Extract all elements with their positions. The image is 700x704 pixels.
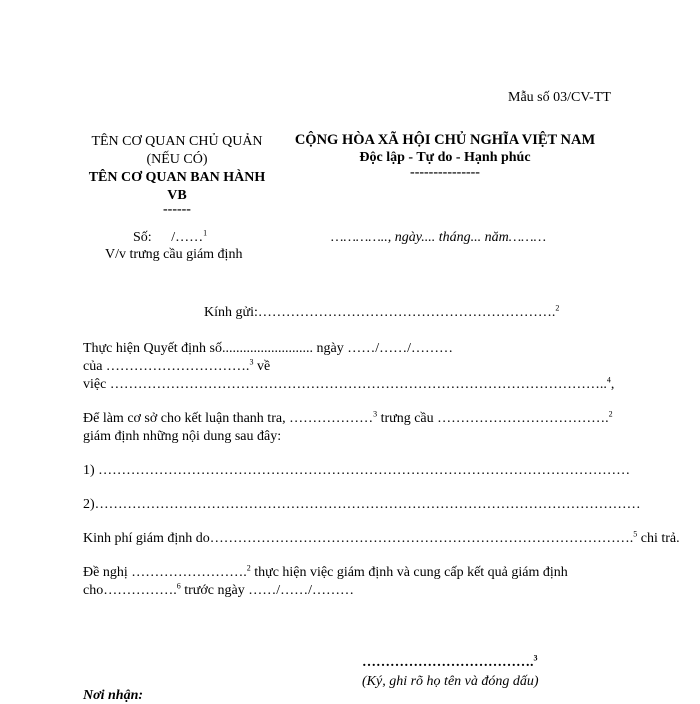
document-number (133, 230, 207, 246)
agency-header (72, 133, 282, 215)
form-code: Mẫu số 03/CV-TT (508, 90, 611, 105)
signature-note: 3 (533, 653, 538, 663)
parent-agency-note: (NẾU CÓ) (146, 152, 208, 167)
basis-line (83, 411, 613, 427)
funding-tail: chi trả. (637, 531, 680, 546)
document-subject: V/v trưng cầu giám định (105, 247, 243, 262)
recipient-note: 2 (555, 303, 560, 313)
basis-text: Để làm cơ sở cho kết luận thanh tra, ……………… (83, 411, 374, 426)
national-divider: --------------- (410, 165, 480, 180)
signature-caption: (Ký, ghi rõ họ tên và đóng dấu) (362, 674, 539, 689)
issuing-agency-line-2: VB (167, 188, 187, 203)
request-note: 2 (246, 563, 251, 573)
national-header (280, 131, 610, 179)
signature-line (362, 655, 538, 671)
basis-note-a: 3 (373, 409, 378, 419)
agency-divider: ------ (163, 202, 191, 217)
basis-note-b: 2 (608, 409, 613, 419)
basis-mid: trưng cầu ………………………………. (377, 411, 609, 426)
decision-matter-text: việc …………………………………………………………………………………………….. (83, 377, 607, 392)
basis-contents-line: giám định những nội dung sau đây: (83, 429, 282, 444)
funding-text: Kinh phí giám định do………………………………………………………………………………. (83, 531, 634, 546)
number-value: /…… (171, 230, 204, 245)
recipient-line (204, 305, 559, 321)
request-text: Đề nghị ……………………. (83, 565, 247, 580)
decision-matter-tail: , (610, 377, 615, 392)
document-date: ………….., ngày.... tháng... năm……… (331, 230, 547, 245)
request-line (83, 565, 568, 581)
issuing-agency-line: TÊN CƠ QUAN BAN HÀNH (88, 170, 266, 185)
request-deadline-text: cho……………. (83, 583, 177, 598)
decision-line: Thực hiện Quyết định số.......................... ngày ……/……/……… (83, 341, 454, 356)
recipients-label: Nơi nhận: (83, 688, 144, 703)
request-deadline-line (83, 583, 354, 599)
content-item-2: 2)……………………………………………………………………………………………………… (83, 497, 641, 512)
decision-agency-text: của …………………………. (83, 359, 250, 374)
decision-agency-note: 3 (249, 357, 254, 367)
national-title: CỘNG HÒA XÃ HỘI CHỦ NGHĨA VIỆT NAM (294, 132, 596, 148)
request-tail: thực hiện việc giám định và cung cấp kết quả giám định (250, 565, 568, 580)
number-note: 1 (203, 228, 208, 238)
decision-matter-line (83, 377, 614, 393)
number-label: Số: (133, 230, 152, 245)
funding-line (83, 531, 680, 547)
funding-note: 5 (633, 529, 638, 539)
recipient-text: Kính gửi:………………………………………………………. (204, 305, 556, 320)
request-deadline-tail: trước ngày ……/……/……… (180, 583, 354, 598)
signature-dots: ………………………………. (362, 655, 534, 670)
request-deadline-note: 6 (176, 581, 181, 591)
content-item-1: 1) …………………………………………………………………………………………………… (83, 463, 631, 478)
parent-agency-line: TÊN CƠ QUAN CHỦ QUẢN (91, 134, 263, 149)
decision-agency-line (83, 359, 270, 375)
decision-matter-note: 4 (606, 375, 611, 385)
decision-agency-tail: về (253, 359, 271, 374)
national-motto: Độc lập - Tự do - Hạnh phúc (359, 150, 531, 165)
